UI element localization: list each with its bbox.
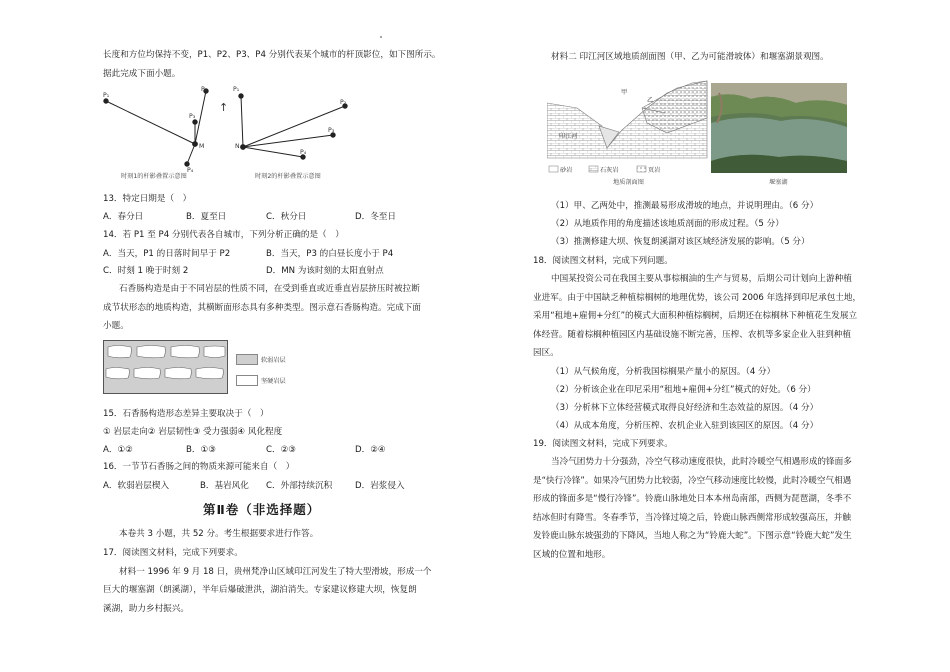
q18-part1: （1）从气候角度，分析我国棕榈果产量小的原因。（4 分）	[551, 367, 776, 377]
intro-line-1: 长度和方位均保持不变，P1、P2、P3、P4 分别代表某个城市的杆顶影位，如下图所示。	[103, 50, 441, 60]
profile-label-yi: 乙	[647, 97, 654, 104]
label-p3-b: P₃	[328, 127, 335, 134]
q18-stem: 18．阅读图文材料，完成下列问题。	[533, 256, 673, 266]
label-m: M	[199, 143, 205, 150]
q17-part3: （3）推测修建大坝、恢复朗溪湖对该区域经济发展的影响。（5 分）	[551, 237, 810, 247]
geology-profile-figure	[547, 78, 709, 178]
q14-option-a: A．当天，P1 的日落时间早于 P2	[103, 249, 231, 259]
q15-option-d: D．②④	[355, 445, 386, 455]
landslide-lake-photo	[711, 83, 847, 173]
shadow-figure	[103, 84, 373, 184]
q19-para-2: 是“快行冷锋”。如果冷气团势力比较弱，冷空气移动速度比较慢，此时冷暖空气相遇	[533, 476, 852, 486]
profile-label-jia: 甲	[621, 89, 628, 96]
legend-hard-label: 坚硬岩层	[261, 378, 286, 385]
q16-option-b: B．基岩风化	[200, 481, 249, 491]
caption-time1: 时刻1的杆影叠置示意图	[121, 173, 187, 180]
q17-part2: （2）从地质作用的角度描述该地质剖面的形成过程。（5 分）	[551, 219, 784, 229]
boudinage-line-1: 石香肠构造是由于不同岩层的性质不同，在受到垂直或近垂直岩层挤压时被拉断	[119, 284, 420, 294]
q17-stem: 17．阅读图文材料，完成下列要求。	[103, 548, 243, 558]
boudinage-line-3: 小题。	[103, 321, 129, 331]
legend-rock-2: 石灰岩	[600, 167, 619, 174]
q15-items: ① 岩层走向② 岩层韧性③ 受力强弱④ 风化程度	[103, 427, 283, 437]
caption-time2: 时刻2的杆影叠置示意图	[255, 173, 321, 180]
section-note: 本卷共 3 小题，共 52 分。考生根据要求进行作答。	[119, 529, 319, 539]
q18-part4: （4）从成本角度，分析压榨、农机企业入驻到该园区的原因。（4 分）	[551, 421, 819, 431]
material2-title: 材料二 印江河区域地质剖面图（甲、乙为可能滑坡体）和堰塞湖景观图。	[551, 52, 829, 62]
photo-caption: 堰塞湖	[769, 179, 788, 186]
q18-para-1: 中国某投资公司在我国主要从事棕榈油的生产与贸易，后期公司计划向上游种植	[551, 274, 852, 284]
label-p4-b: P₄	[300, 149, 307, 156]
material1-line-2: 巨大的堰塞湖（朗溪湖），半年后爆破泄洪，湖泊消失。专家建议修建大坝，恢复朗	[103, 585, 417, 595]
q19-para-3: 形成的锋面多是“慢行冷锋”。铃鹿山脉地处日本本州岛南部，西侧为琵琶湖，冬季不	[533, 494, 852, 504]
q13-option-c: C．秋分日	[266, 212, 307, 222]
boudinage-line-2: 成节状形态的地质构造，其横断面形态具有多种类型。图示意石香肠构造。完成下面	[103, 303, 421, 313]
shadow-line-p4	[187, 144, 195, 164]
section-title: 第Ⅱ卷（非选择题）	[203, 502, 321, 517]
profile-label-river: 印江河	[559, 133, 578, 140]
label-n: N	[235, 143, 240, 150]
q15-option-c: C．②③	[266, 445, 297, 455]
point-p1	[104, 99, 108, 103]
q19-para-6: 区域的位置和地形。	[533, 550, 611, 560]
q14-option-b: B．当天，P3 的白昼长度小于 P4	[266, 249, 394, 259]
q18-para-3: 采用“租地+雇佣+分红”的模式大面积种植棕榈树，后期还在棕榈林下种植花生发展立	[533, 311, 858, 321]
q16-stem: 16．一节节石香肠之间的物质来源可能来自（ ）	[103, 462, 295, 472]
q16-option-d: D．岩浆侵入	[355, 481, 405, 491]
intro-line-2: 据此完成下面小题。	[103, 69, 181, 79]
q18-para-5: 园区。	[533, 348, 559, 358]
legend-soft-swatch	[236, 354, 258, 365]
shadow-line-p2	[195, 91, 206, 144]
q18-para-2: 业进军。由于中国缺乏种植棕榈树的地理优势，该公司 2006 年选择到印尼承包土地，	[533, 293, 862, 303]
material1-line-1: 材料一 1996 年 9 月 18 日，贵州梵净山区域印江河发生了特大型滑坡，形成一个	[119, 567, 432, 577]
q14-stem: 14．若 P1 至 P4 分别代表各自城市，下列分析正确的是（ ）	[103, 230, 344, 240]
q14-option-c: C．时刻 1 晚于时刻 2	[103, 266, 189, 276]
q15-option-a: A．①②	[103, 445, 133, 455]
q19-para-4: 结冰但时有降雪。冬春季节，当冷锋过境之后，铃鹿山脉西侧常形成较强高压，并触	[533, 513, 851, 523]
profile-caption: 地质剖面图	[613, 179, 644, 186]
label-p3: P₃	[189, 113, 196, 120]
point-m	[193, 142, 198, 147]
legend-rock-1: 砂岩	[560, 167, 573, 174]
shadow2-line-p3	[243, 135, 333, 147]
label-p2-b: P₂	[340, 99, 347, 106]
q18-para-4: 体经营。随着棕榈种植园区内基础设施不断完善，压榨、农机等多家企业入驻到种植	[533, 330, 851, 340]
point-p4	[185, 162, 189, 166]
q13-stem: 13．特定日期是（ ）	[103, 194, 192, 204]
q13-option-b: B．夏至日	[186, 212, 227, 222]
material1-line-3: 溪湖，助力乡村振兴。	[103, 604, 189, 614]
legend-soft-label: 软弱岩层	[261, 357, 286, 364]
point-p3	[193, 120, 197, 124]
boudinage-figure	[103, 340, 228, 394]
q15-option-b: B．①③	[186, 445, 216, 455]
q14-option-d: D．MN 为该时刻的太阳直射点	[266, 266, 384, 276]
q13-option-a: A．春分日	[103, 212, 144, 222]
scan-dot	[380, 36, 382, 38]
q19-para-1: 当冷气团势力十分强劲，冷空气移动速度很快，此时冷暖空气相遇形成的锋面多	[551, 457, 852, 467]
north-arrow-icon: ↑	[219, 101, 229, 114]
label-p1: P₁	[103, 92, 110, 99]
q13-option-d: D．冬至日	[355, 212, 396, 222]
q18-part2: （2）分析该企业在印尼采用“租地+雇佣+分红”模式的好处。（6 分）	[551, 385, 816, 395]
q16-option-a: A．软弱岩层楔入	[103, 481, 170, 491]
label-p1-b: P₁	[233, 86, 240, 93]
q18-part3: （3）分析林下立体经营模式取得良好经济和生态效益的原因。（4 分）	[551, 403, 819, 413]
q19-stem: 19．阅读图文材料，完成下列要求。	[533, 439, 673, 449]
legend-hard-swatch	[236, 375, 258, 386]
q19-para-5: 发铃鹿山脉东坡强劲的下降风，当地人称之为“铃鹿大蛇”。下图示意“铃鹿大蛇”发生	[533, 531, 852, 541]
q17-part1: （1）甲、乙两处中，推测最易形成滑坡的地点，并说明理由。（6 分）	[551, 201, 819, 211]
shadow2-line-p1	[241, 96, 243, 147]
point-n	[241, 145, 246, 150]
shadow-line-p1	[106, 101, 195, 144]
label-p4: P₄	[187, 167, 194, 174]
shadow2-line-p4	[243, 147, 303, 157]
q16-option-c: C．外部持续沉积	[266, 481, 333, 491]
q15-stem: 15．石香肠构造形态差异主要取决于（ ）	[103, 409, 269, 419]
label-p2: P₂	[201, 86, 208, 93]
legend-rock-3: 页岩	[648, 167, 661, 174]
